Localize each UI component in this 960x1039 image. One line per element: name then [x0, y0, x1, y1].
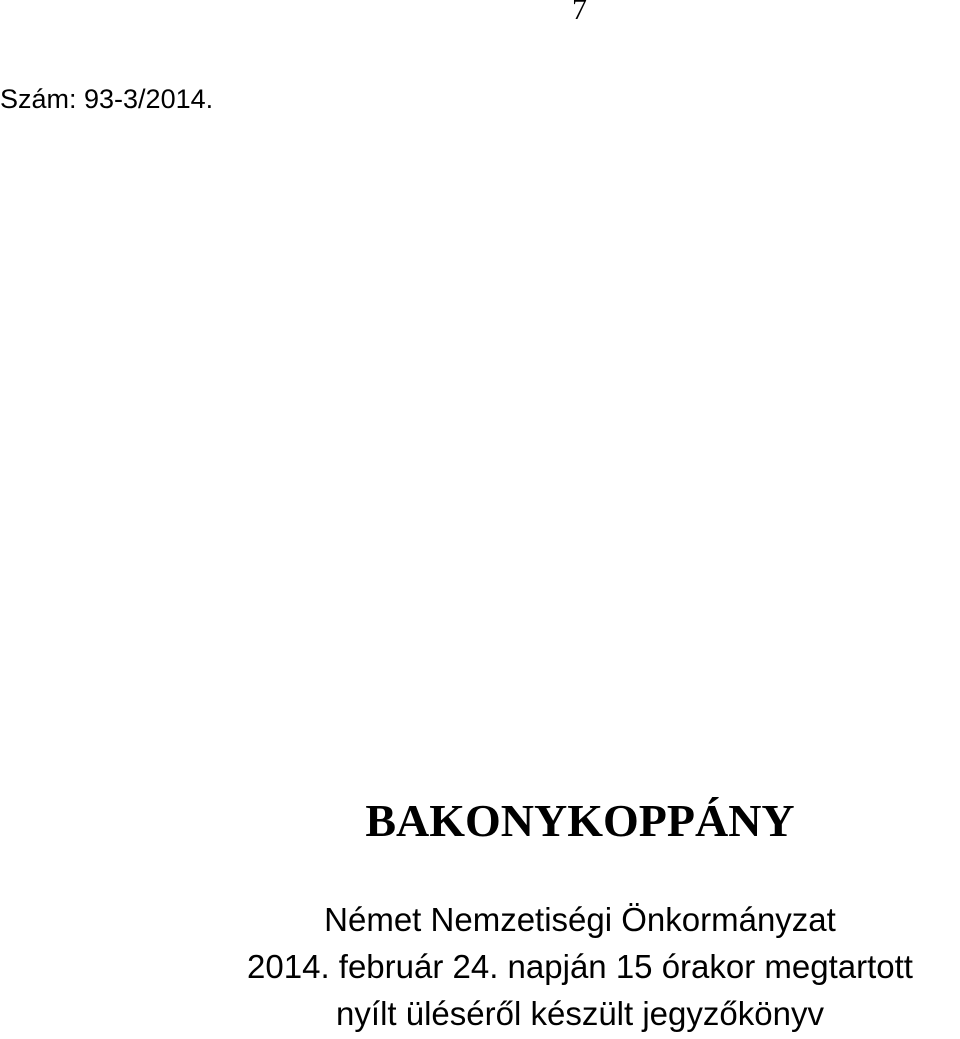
settlement-title: BAKONYKOPPÁNY: [365, 795, 795, 846]
minutes-description: nyílt üléséről készült jegyzőkönyv: [336, 995, 824, 1032]
document-number: Szám: 93-3/2014.: [0, 84, 214, 114]
self-government-name: Német Nemzetiségi Önkormányzat: [324, 901, 836, 938]
meeting-date-line: 2014. február 24. napján 15 órakor megtartott: [247, 948, 913, 985]
page-number: 7: [572, 0, 587, 26]
